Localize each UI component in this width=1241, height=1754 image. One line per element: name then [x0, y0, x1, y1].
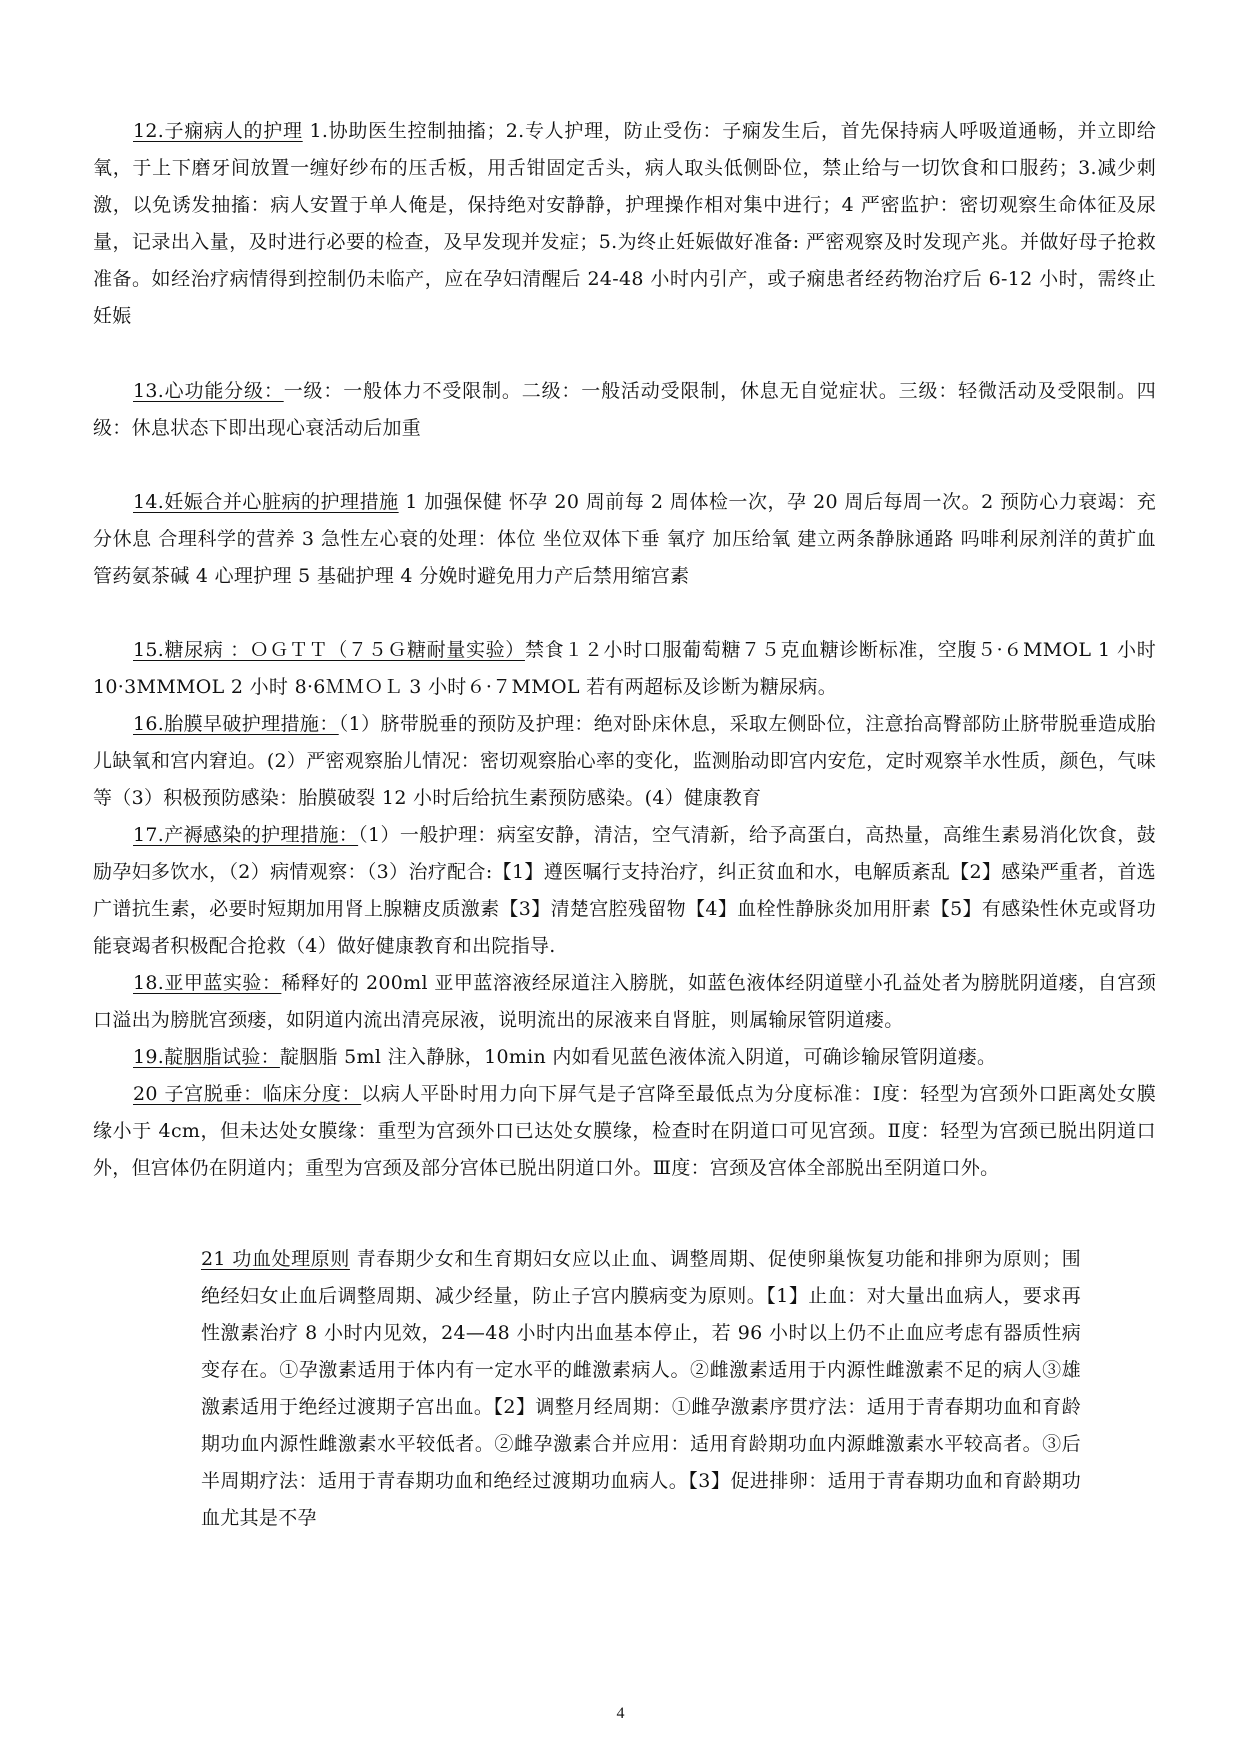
- section-19: [93, 1039, 1156, 1076]
- section-body: （1）一般护理：病室安静，清洁，空气清新，给予高蛋白，高热量，高维生素易消化饮食，鼓励孕妇多饮水，（2）病情观察：（3）治疗配合:【1】遵医嘱行支持治疗，纠正贫血和水，电解质紊乱【2】感染严重者，首选广谱抗生素，必要时短期加用肾上腺糖皮质激素【3】清楚宫腔残留物【4】血栓性静脉炎加用肝素【5】有感染性休克或肾功能衰竭者积极配合抢救（4）做好健康教育和出院指导.: [93, 824, 1156, 957]
- section-heading: 12.子痫病人的护理: [133, 120, 303, 142]
- section-body: 稀释好的 200ml 亚甲蓝溶液经尿道注入膀胱，如蓝色液体经阴道壁小孔益处者为膀胱阴道瘘，自宫颈口溢出为膀胱宫颈瘘，如阴道内流出清亮尿液，说明流出的尿液来自肾脏，则属输尿管阴道瘘。: [93, 972, 1157, 1031]
- section-heading: 13.心功能分级：: [133, 380, 284, 402]
- section-heading: 20 子宫脱垂：临床分度：: [133, 1083, 362, 1105]
- section-heading: 15.糖尿病 ：ＯＧＴＴ（７５Ｇ糖耐量实验）: [133, 639, 525, 661]
- section-heading: 21 功血处理原则: [201, 1248, 350, 1270]
- section-body: 一级：一般体力不受限制。二级：一般活动受限制，休息无自觉症状。三级：轻微活动及受限制。四级：休息状态下即出现心衰活动后加重: [93, 380, 1157, 439]
- section-18: [93, 965, 1156, 1039]
- section-body: 青春期少女和生育期妇女应以止血、调整周期、促使卵巢恢复功能和排卵为原则；围绝经妇女止血后调整周期、减少经量，防止子宫内膜病变为原则。【1】止血：对大量出血病人，要求再性激素治疗 8 小时内见效，24—48 小时内出血基本停止，若 96 小时以上仍不止血应考虑有器质性病变存在。①孕激素适用于体内有一定水平的雌激素病人。②雌激素适用于内源性雌激素不足的病人③雄激素适用于绝经过渡期子宫出血。【2】调整月经周期：①雌孕激素序贯疗法：适用于青春期功血和育龄期功血内源性雌激素水平较低者。②雌孕激素合并应用：适用育龄期功血内源雌激素水平较高者。③后半周期疗法：适用于青春期功血和绝经过渡期功血病人。【3】促进排卵：适用于青春期功血和育龄期功血尤其是不孕: [201, 1248, 1081, 1529]
- section-17: [93, 817, 1156, 965]
- section-15: [93, 632, 1156, 706]
- section-heading: 17.产褥感染的护理措施：: [133, 824, 359, 846]
- section-body: 1.协助医生控制抽搐；2.专人护理，防止受伤：子痫发生后，首先保持病人呼吸道通畅，并立即给氧，于上下磨牙间放置一缠好纱布的压舌板，用舌钳固定舌头，病人取头低侧卧位，禁止给与一切饮食和口服药；3.减少刺激，以免诱发抽搐：病人安置于单人俺是，保持绝对安静静，护理操作相对集中进行；4 严密监护：密切观察生命体征及尿量，记录出入量，及时进行必要的检查，及早发现并发症；5.为终止妊娠做好准备: 严密观察及时发现产兆。并做好母子抢救准备。如经治疗病情得到控制仍未临产，应在孕妇清醒后 24-48 小时内引产，或子痫患者经药物治疗后 6-12 小时，需终止妊娠: [93, 120, 1156, 327]
- section-16: [93, 706, 1156, 817]
- section-heading: 18.亚甲蓝实验：: [133, 972, 282, 994]
- section-body: 1 加强保健 怀孕 20 周前每 2 周体检一次，孕 20 周后每周一次。2 预防心力衰竭：充分休息 合理科学的营养 3 急性左心衰的处理：体位 坐位双体下垂 氧疗 加压给氧 建立两条静脉通路 吗啡利尿剂洋的黄扩血管药氨茶碱 4 心理护理 5 基础护理 4 分娩时避免用力产后禁用缩宫素: [93, 491, 1157, 587]
- page-number: 4: [616, 1705, 625, 1722]
- section-body: 靛胭脂 5ml 注入静脉，10min 内如看见蓝色液体流入阴道，可确诊输尿管阴道瘘。: [279, 1046, 997, 1068]
- section-heading: 14.妊娠合并心脏病的护理措施: [133, 491, 399, 513]
- section-body: 禁食１２小时口服葡萄糖７５克血糖诊断标准，空腹５·６MMOL 1 小时 10·3MMMOL 2 小时 8·6ＭＭＯＬ 3 小时６·７MMOL 若有两超标及诊断为糖尿病。: [93, 639, 1157, 698]
- section-12: [93, 113, 1156, 335]
- section-21: [201, 1241, 1081, 1537]
- section-heading: 19.靛胭脂试验：: [133, 1046, 280, 1068]
- section-13: [93, 373, 1156, 447]
- section-14: [93, 484, 1156, 595]
- section-body: （1）脐带脱垂的预防及护理：绝对卧床休息，采取左侧卧位，注意抬高臀部防止脐带脱垂造成胎儿缺氧和宫内窘迫。(2）严密观察胎儿情况：密切观察胎心率的变化，监测胎动即宫内安危，定时观察羊水性质，颜色，气味等（3）积极预防感染：胎膜破裂 12 小时后给抗生素预防感染。(4）健康教育: [93, 713, 1156, 809]
- section-body: 以病人平卧时用力向下屏气是子宫降至最低点为分度标准：Ⅰ度：轻型为宫颈外口距离处女膜缘小于 4cm，但未达处女膜缘：重型为宫颈外口已达处女膜缘，检查时在阴道口可见宫颈。Ⅱ度：轻型为宫颈已脱出阴道口外，但宫体仍在阴道内；重型为宫颈及部分宫体已脱出阴道口外。Ⅲ度：宫颈及宫体全部脱出至阴道口外。: [93, 1083, 1156, 1179]
- section-heading: 16.胎膜早破护理措施：: [133, 713, 339, 735]
- section-20: [93, 1076, 1156, 1187]
